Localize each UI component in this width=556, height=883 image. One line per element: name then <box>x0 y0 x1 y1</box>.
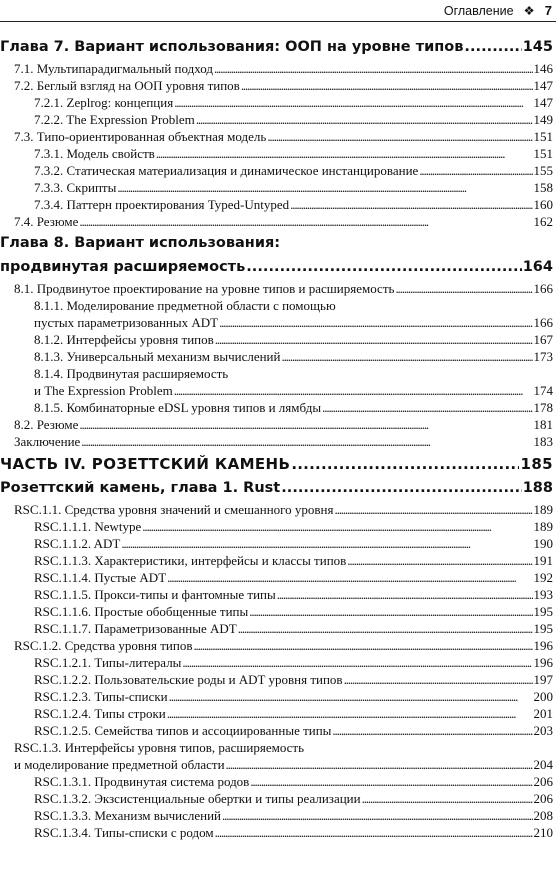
toc-entry-title: и The Expression Problem <box>34 383 173 398</box>
toc-entry-title: RSC.1.3.3. Механизм вычислений <box>34 808 222 823</box>
toc-entry[interactable] <box>0 145 556 162</box>
toc-entry[interactable] <box>0 162 556 179</box>
toc-page-number: 173 <box>533 349 553 364</box>
dot-leader <box>156 145 533 162</box>
toc-page-number: 200 <box>533 689 553 704</box>
dot-leader <box>335 501 533 518</box>
toc-page-number: 167 <box>533 332 553 347</box>
toc-entry[interactable] <box>0 688 556 705</box>
table-of-contents <box>0 34 556 841</box>
toc-entry-title: RSC.1.1.2. ADT <box>34 536 121 551</box>
dot-leader <box>250 773 532 790</box>
toc-entry[interactable] <box>0 416 556 433</box>
toc-page-number: 206 <box>533 774 553 789</box>
toc-entry-title: RSC.1.2.4. Типы строки <box>34 706 166 721</box>
toc-entry-title: Глава 7. Вариант использования: ООП на уровне типов <box>0 39 464 55</box>
toc-entry-title: 7.2.1. Zeplrog: концепция <box>34 95 174 110</box>
dot-leader <box>214 60 533 77</box>
toc-entry-title: RSC.1.1.1. Newtype <box>34 519 142 534</box>
dot-leader <box>291 453 519 475</box>
toc-page-number: 160 <box>533 197 553 212</box>
dot-leader <box>169 688 533 705</box>
toc-page-number: 178 <box>533 400 553 415</box>
dot-leader <box>246 257 521 278</box>
toc-entry[interactable] <box>0 824 556 841</box>
dot-leader <box>322 399 532 416</box>
toc-entry-title: Розеттский камень, глава 1. Rust <box>0 480 281 496</box>
toc-entry-title: RSC.1.2.3. Типы-списки <box>34 689 168 704</box>
dot-leader <box>419 162 532 179</box>
toc-entry[interactable] <box>0 807 556 824</box>
toc-page-number: 151 <box>533 146 553 161</box>
header-page-number: 7 <box>544 3 552 18</box>
dot-leader <box>196 111 533 128</box>
toc-entry[interactable] <box>0 196 556 213</box>
toc-page-number: 193 <box>533 587 553 602</box>
toc-page-number: 145 <box>522 39 553 55</box>
toc-entry[interactable] <box>0 128 556 145</box>
toc-entry-title: Заключение <box>14 434 81 449</box>
toc-page-number: 195 <box>533 604 553 619</box>
toc-entry[interactable] <box>0 399 556 416</box>
toc-entry-title: RSC.1.2.2. Пользовательские роды и ADT уровня типов <box>34 672 343 687</box>
toc-entry-title: RSC.1.1.4. Пустые ADT <box>34 570 167 585</box>
dot-leader <box>215 331 533 348</box>
toc-page-number: 190 <box>533 536 553 551</box>
toc-entry-title: пустых параметризованных ADT <box>34 315 219 330</box>
toc-page-number: 195 <box>533 621 553 636</box>
toc-entry-title: 7.2.2. The Expression Problem <box>34 112 195 127</box>
toc-page-number: 201 <box>533 706 553 721</box>
dot-leader <box>167 705 533 722</box>
toc-chapter-entry[interactable] <box>0 478 556 499</box>
toc-entry-title-line: Глава 8. Вариант использования: <box>0 235 281 251</box>
toc-page-number: 185 <box>520 455 553 473</box>
toc-entry-title: 7.4. Резюме <box>14 214 79 229</box>
dot-leader <box>395 280 532 297</box>
toc-entry[interactable] <box>0 535 556 552</box>
toc-entry[interactable] <box>0 790 556 807</box>
toc-page-number: 191 <box>533 553 553 568</box>
toc-entry[interactable] <box>0 756 556 773</box>
toc-entry[interactable] <box>0 501 556 518</box>
toc-entry-title: 7.3. Типо-ориентированная объектная модель <box>14 129 267 144</box>
toc-entry-title: 8.1.3. Универсальный механизм вычислений <box>34 349 281 364</box>
toc-entry[interactable] <box>0 518 556 535</box>
dot-leader <box>347 552 532 569</box>
toc-page-number: 189 <box>533 502 553 517</box>
toc-page-number: 208 <box>533 808 553 823</box>
header-section-title: Оглавление <box>443 3 514 18</box>
toc-entry[interactable] <box>0 382 556 399</box>
toc-page-number: 203 <box>533 723 553 738</box>
toc-entry-title-line: 8.1.4. Продвинутая расширяемость <box>34 366 229 381</box>
dot-leader <box>249 603 532 620</box>
toc-entry[interactable] <box>0 637 556 654</box>
toc-page-number: 181 <box>533 417 553 432</box>
toc-page-number: 174 <box>533 383 553 398</box>
toc-entry-title: 7.3.2. Статическая материализация и динамическое инстанцирование <box>34 163 419 178</box>
toc-part-entry[interactable] <box>0 453 556 475</box>
toc-entry[interactable] <box>0 671 556 688</box>
toc-page-number: 151 <box>533 129 553 144</box>
running-header <box>0 0 556 22</box>
dot-leader <box>290 196 532 213</box>
toc-entry[interactable] <box>0 586 556 603</box>
toc-entry[interactable] <box>0 280 556 297</box>
toc-entry-title: RSC.1.1.3. Характеристики, интерфейсы и классы типов <box>34 553 347 568</box>
toc-entry-title-line: RSC.1.3. Интерфейсы уровня типов, расширяемость <box>14 740 305 755</box>
dot-leader <box>121 535 532 552</box>
toc-page-number: 158 <box>533 180 553 195</box>
toc-page-number: 196 <box>533 655 553 670</box>
dot-leader <box>117 179 532 196</box>
dot-leader <box>241 77 533 94</box>
dot-leader <box>174 382 533 399</box>
toc-entry[interactable] <box>0 77 556 94</box>
toc-entry-title: RSC.1.3.4. Типы-списки с родом <box>34 825 214 840</box>
toc-page-number: 192 <box>533 570 553 585</box>
toc-entry[interactable] <box>0 314 556 331</box>
toc-entry[interactable] <box>0 60 556 77</box>
toc-page-number: 164 <box>522 259 553 275</box>
toc-entry[interactable] <box>0 603 556 620</box>
dot-leader <box>167 569 532 586</box>
toc-entry[interactable] <box>0 705 556 722</box>
toc-page-number: 146 <box>533 61 553 76</box>
toc-page-number: 166 <box>533 281 553 296</box>
toc-page-number: 196 <box>533 638 553 653</box>
dot-leader <box>174 94 532 111</box>
toc-entry-title: RSC.1.1. Средства уровня значений и смешанного уровня <box>14 502 334 517</box>
toc-entry-title: RSC.1.3.2. Экзсистенциальные обертки и типы реализации <box>34 791 361 806</box>
toc-entry-title: RSC.1.1.6. Простые обобщенные типы <box>34 604 249 619</box>
dot-leader <box>344 671 533 688</box>
toc-entry-title: 7.3.1. Модель свойств <box>34 146 155 161</box>
toc-entry-title: 7.3.4. Паттерн проектирования Typed-Untyped <box>34 197 290 212</box>
dot-leader <box>362 790 533 807</box>
dot-leader <box>267 128 532 145</box>
toc-page-number: 147 <box>533 78 553 93</box>
toc-entry-title: продвинутая расширяемость <box>0 259 246 275</box>
toc-page-number: 189 <box>533 519 553 534</box>
toc-entry[interactable] <box>0 179 556 196</box>
toc-page-number: 210 <box>533 825 553 840</box>
toc-entry-title: 7.2. Беглый взгляд на ООП уровня типов <box>14 78 240 93</box>
toc-entry[interactable] <box>0 94 556 111</box>
dot-leader <box>215 824 533 841</box>
toc-entry-title: RSC.1.2.5. Семейства типов и ассоциированные типы <box>34 723 332 738</box>
dot-leader <box>142 518 532 535</box>
toc-chapter-entry[interactable] <box>0 257 556 278</box>
toc-entry[interactable] <box>0 433 556 450</box>
toc-page-number: 162 <box>533 214 553 229</box>
dot-leader <box>81 433 532 450</box>
toc-entry-title: 8.1.2. Интерфейсы уровня типов <box>34 332 214 347</box>
toc-page-number: 188 <box>522 480 553 496</box>
toc-entry[interactable] <box>0 552 556 569</box>
toc-page-number: 183 <box>533 434 553 449</box>
toc-entry-title: RSC.1.2. Средства уровня типов <box>14 638 193 653</box>
toc-page-number: 166 <box>533 315 553 330</box>
dot-leader <box>182 654 532 671</box>
dot-leader <box>222 807 532 824</box>
toc-entry[interactable] <box>0 569 556 586</box>
toc-entry[interactable] <box>0 620 556 637</box>
toc-page-number: 149 <box>533 112 553 127</box>
ornament-icon: ❖ <box>523 4 535 18</box>
toc-entry[interactable] <box>0 654 556 671</box>
dot-leader <box>238 620 533 637</box>
dot-leader <box>281 478 522 499</box>
dot-leader <box>79 416 532 433</box>
dot-leader <box>193 637 532 654</box>
toc-entry-title: RSC.1.2.1. Типы-литералы <box>34 655 182 670</box>
dot-leader <box>464 37 521 58</box>
toc-entry-title: RSC.1.1.5. Прокси-типы и фантомные типы <box>34 587 276 602</box>
toc-page-number: 204 <box>533 757 553 772</box>
toc-page-number: 155 <box>533 163 553 178</box>
toc-entry-title: и моделирование предметной области <box>14 757 225 772</box>
toc-page-number: 147 <box>533 95 553 110</box>
toc-entry-title: 8.1.5. Комбинаторные eDSL уровня типов и лямбды <box>34 400 322 415</box>
dot-leader <box>281 348 532 365</box>
toc-entry-title: RSC.1.1.7. Параметризованные ADT <box>34 621 237 636</box>
toc-entry[interactable] <box>0 111 556 128</box>
toc-page-number: 206 <box>533 791 553 806</box>
dot-leader <box>79 213 532 230</box>
dot-leader <box>219 314 532 331</box>
toc-entry[interactable] <box>0 213 556 230</box>
toc-page-number: 197 <box>533 672 553 687</box>
toc-entry-title-line: 8.1.1. Моделирование предметной области с помощью <box>34 298 336 313</box>
toc-chapter-entry[interactable] <box>0 37 556 58</box>
dot-leader <box>332 722 532 739</box>
toc-entry-title: 7.1. Мультипарадигмальный подход <box>14 61 213 76</box>
dot-leader <box>226 756 533 773</box>
toc-entry[interactable] <box>0 348 556 365</box>
toc-entry[interactable] <box>0 331 556 348</box>
toc-entry-title: 7.3.3. Скрипты <box>34 180 117 195</box>
toc-entry[interactable] <box>0 773 556 790</box>
toc-entry-title: 8.2. Резюме <box>14 417 79 432</box>
toc-entry[interactable] <box>0 722 556 739</box>
dot-leader <box>277 586 533 603</box>
toc-entry-title: ЧАСТЬ IV. РОЗЕТТСКИЙ КАМЕНЬ <box>0 455 291 473</box>
toc-entry-title: 8.1. Продвинутое проектирование на уровне типов и расширяемость <box>14 281 395 296</box>
toc-entry-title: RSC.1.3.1. Продвинутая система родов <box>34 774 250 789</box>
